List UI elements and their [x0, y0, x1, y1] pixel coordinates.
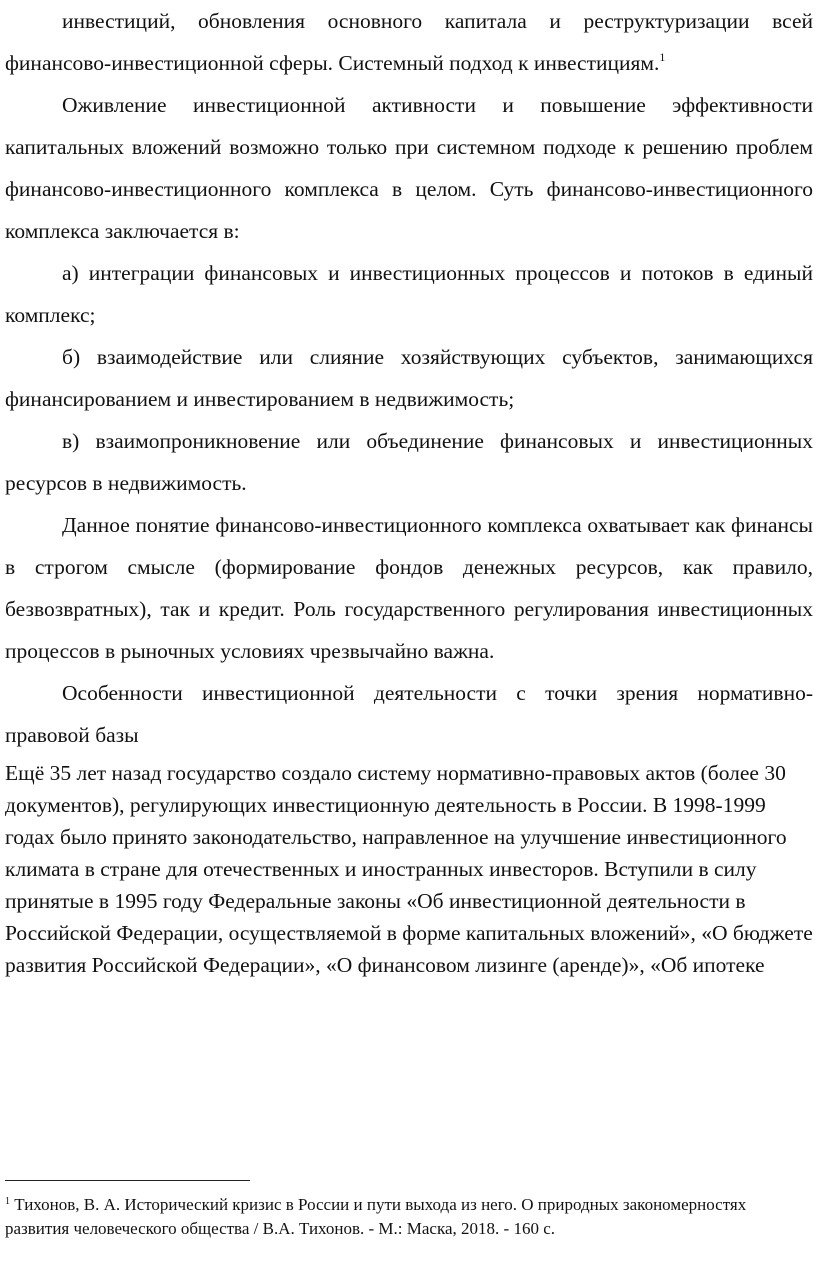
- section-heading: [5, 672, 813, 756]
- list-item-c: [5, 420, 813, 504]
- footnote-separator: [5, 1180, 250, 1181]
- paragraph-2: [5, 84, 813, 252]
- footnote-reference[interactable]: 1: [659, 50, 666, 64]
- paragraph-text: Ещё 35 лет назад государство создало систему нормативно-правовых актов (более 30 документов), регулирующих инвестиционную деятельность в России. В 1998-1999 годах было принято законодательство, направленное на улучшение инвестиционного климата в стране для отечественных и иностранных инвесторов. Вступили в силу принятые в 1995 году Федеральные законы «Об инвестиционной деятельности в Российской Федерации, осуществляемой в форме капитальных вложений», «О бюджете развития Российской Федерации», «О финансовом лизинге (аренде)», «Об ипотеке: [5, 761, 813, 977]
- list-item-text: б) взаимодействие или слияние хозяйствующих субъектов, занимающихся финансированием и инвестированием в недвижимость;: [5, 345, 813, 411]
- list-item-a: [5, 252, 813, 336]
- footnote: [5, 1193, 795, 1241]
- footnote-text: Тихонов, В. А. Исторический кризис в России и пути выхода из него. О природных закономерностях развития человеческого общества / В.А. Тихонов. - М.: Маска, 2018. - 160 с.: [5, 1195, 747, 1238]
- paragraph-text: инвестиций, обновления основного капитала и реструктуризации всей финансово-инвестиционной сферы. Системный подход к инвестициям.: [5, 9, 813, 75]
- paragraph-4: [5, 757, 813, 981]
- paragraph-text: Данное понятие финансово-инвестиционного комплекса охватывает как финансы в строгом смысле (формирование фондов денежных ресурсов, как правило, безвозвратных), так и кредит. Роль государственного регулирования инвестиционных процессов в рыночных условиях чрезвычайно важна.: [5, 513, 813, 663]
- paragraph-1: [5, 0, 813, 84]
- list-item-text: а) интеграции финансовых и инвестиционных процессов и потоков в единый комплекс;: [5, 261, 813, 327]
- list-item-text: в) взаимопроникновение или объединение финансовых и инвестиционных ресурсов в недвижимость.: [5, 429, 813, 495]
- paragraph-text: Оживление инвестиционной активности и повышение эффективности капитальных вложений возможно только при системном подходе к решению проблем финансово-инвестиционного комплекса в целом. Суть финансово-инвестиционного комплекса заключается в:: [5, 93, 813, 243]
- section-heading-text: Особенности инвестиционной деятельности с точки зрения нормативно-правовой базы: [5, 681, 813, 747]
- paragraph-3: [5, 504, 813, 672]
- list-item-b: [5, 336, 813, 420]
- footnote-number: 1: [5, 1196, 10, 1207]
